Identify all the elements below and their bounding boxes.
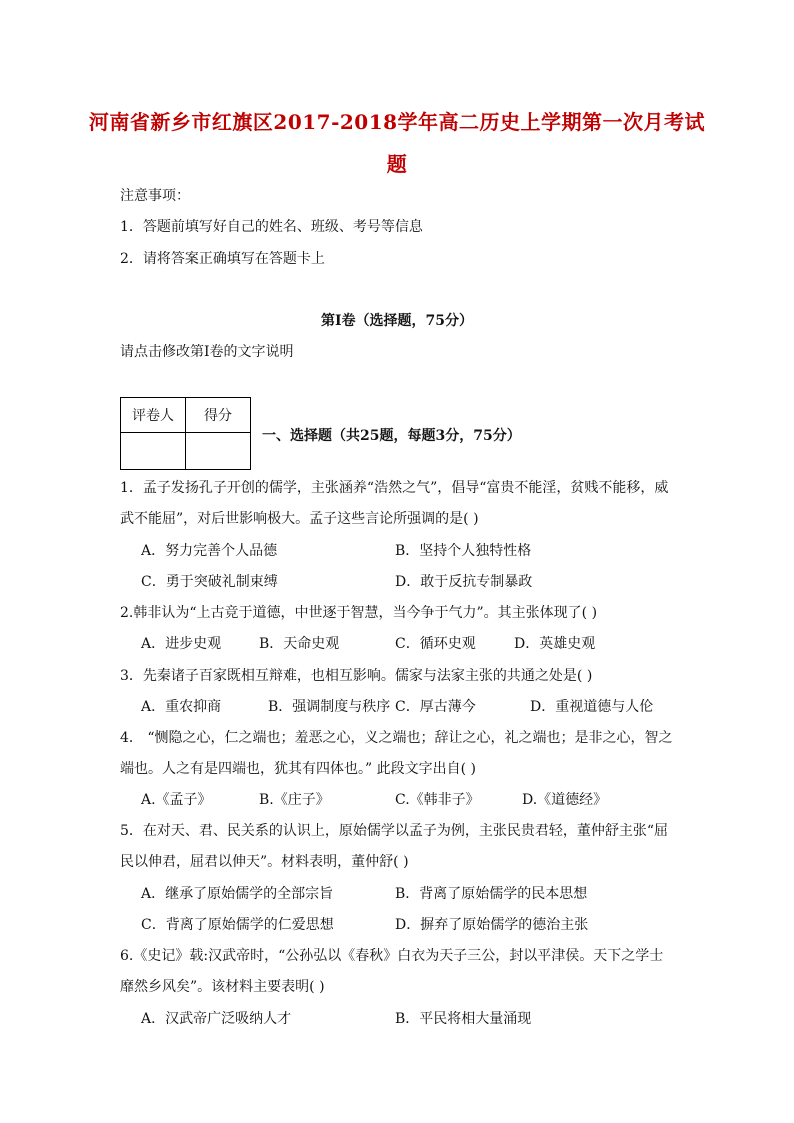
option-b: B．平民将相大量涌现 [395,1011,532,1027]
option-d: D.《道德经》 [522,792,608,808]
option-a: A．继承了原始儒学的全部宗旨 [141,886,334,902]
score-header: 得分 [186,398,251,433]
section-header: 第I卷（选择题，75分） [320,313,474,329]
option-b: B．天命史观 [259,636,340,652]
option-b: B.《庄子》 [259,792,330,808]
question-1-text: 1．孟子发扬孔子开创的儒学，主张涵养“浩然之气”，倡导“富贵不能淫，贫贱不能移，威 [120,480,669,496]
part-title: 一、选择题（共25题，每题3分，75分） [262,428,521,444]
question-4-text: 4． “恻隐之心，仁之端也；羞恶之心，义之端也；辞让之心，礼之端也；是非之心，智之 [120,730,673,746]
notice-item: 2．请将答案正确填写在答题卡上 [120,251,325,267]
option-c: C．勇于突破礼制束缚 [141,574,278,590]
option-a: A．重农抑商 [141,699,222,715]
option-b: B．强调制度与秩序 [268,699,391,715]
option-d: D．英雄史观 [514,636,596,652]
question-5-text: 5．在对天、君、民关系的认识上，原始儒学以孟子为例，主张民贵君轻，董仲舒主张“屈 [120,823,669,839]
question-2-text: 2.韩非认为“上古竞于道德，中世逐于智慧，当今争于气力”。其主张体现了( ) [120,605,598,621]
notice-heading: 注意事项： [120,188,190,204]
option-c: C.《韩非子》 [395,792,480,808]
option-d: D．敢于反抗专制暴政 [395,574,533,590]
option-c: C．厚古薄今 [395,699,476,715]
option-d: D．重视道德与人伦 [530,699,654,715]
question-1-text: 武不能屈”，对后世影响极大。孟子这些言论所强调的是( ) [120,511,479,527]
option-b: B．坚持个人独特性格 [395,543,532,559]
grader-header: 评卷人 [121,398,186,433]
option-a: A．汉武帝广泛吸纳人才 [141,1011,292,1027]
notice-item: 1．答题前填写好自己的姓名、班级、考号等信息 [120,219,423,235]
section-note[interactable]: 请点击修改第I卷的文字说明 [120,344,294,360]
option-a: A．进步史观 [141,636,222,652]
page-title-line2: 题 [386,152,408,176]
page-title-line1: 河南省新乡市红旗区2017-2018学年高二历史上学期第一次月考试 [88,110,706,134]
option-b: B．背离了原始儒学的民本思想 [395,886,588,902]
option-c: C．循环史观 [395,636,476,652]
option-a: A．努力完善个人品德 [141,543,278,559]
question-6-text: 6.《史记》载:汉武帝时，“公孙弘以《春秋》白衣为天子三公，封以平津侯。天下之学士 [120,948,664,964]
question-3-text: 3．先秦诸子百家既相互辩难，也相互影响。儒家与法家主张的共通之处是( ) [120,668,593,684]
option-c: C．背离了原始儒学的仁爱思想 [141,917,334,933]
grader-cell [121,433,186,470]
option-d: D．摒弃了原始儒学的德治主张 [395,917,589,933]
question-6-text: 靡然乡风矣”。该材料主要表明( ) [120,979,325,995]
question-5-text: 民以伸君，屈君以伸天”。材料表明，董仲舒( ) [120,854,409,870]
score-cell [186,433,251,470]
question-4-text: 端也。人之有是四端也，犹其有四体也。” 此段文字出自( ) [120,761,476,777]
option-a: A.《孟子》 [141,792,212,808]
grader-table [120,397,251,470]
